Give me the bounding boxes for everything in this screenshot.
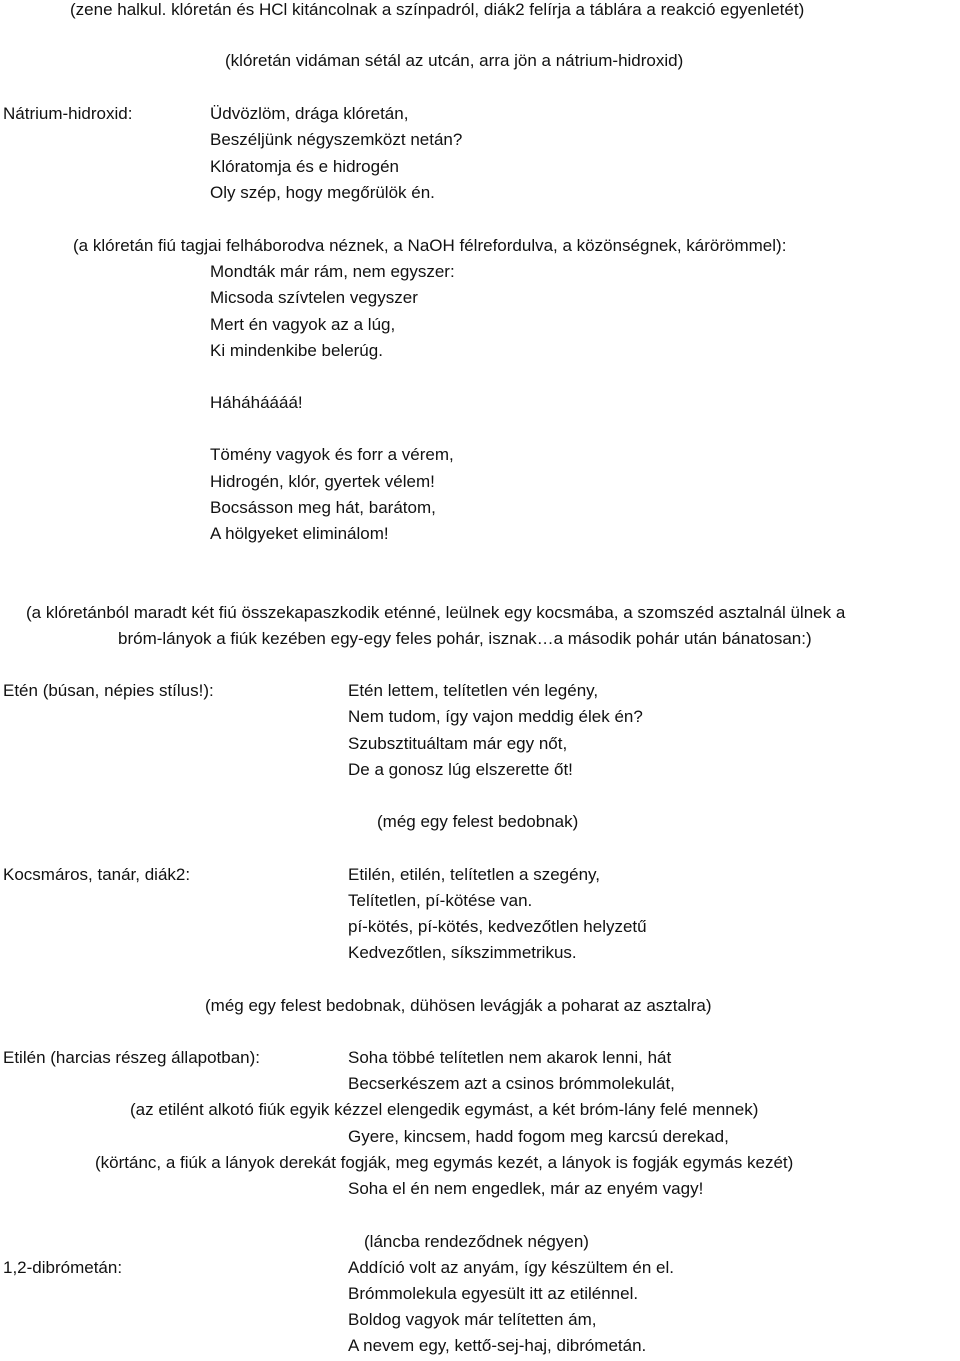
verse-line: A nevem egy, kettő-sej-haj, dibrómetán. xyxy=(348,1336,647,1355)
verse-line: Szubsztituáltam már egy nőt, xyxy=(348,734,568,753)
verse-line: Bocsásson meg hát, barátom, xyxy=(210,498,436,517)
verse-line: Etilén, etilén, telítetlen a szegény, xyxy=(348,865,601,884)
stage-direction: (még egy felest bedobnak) xyxy=(377,812,579,831)
stage-direction: (a klóretán fiú tagjai felháborodva néznek, a NaOH félrefordulva, a közönségnek, kárörömmel): xyxy=(73,236,787,255)
verse-line: Telítetlen, pí-kötése van. xyxy=(348,891,533,910)
verse-line: pí-kötés, pí-kötés, kedvezőtlen helyzetű xyxy=(348,917,647,936)
verse-line: Háháháááá! xyxy=(210,393,303,412)
verse-line: Nem tudom, így vajon meddig élek én? xyxy=(348,707,643,726)
stage-direction-intro: (zene halkul. klóretán és HCl kitáncolnak a színpadról, diák2 felírja a táblára a reakció egyenletét) xyxy=(70,0,805,19)
speaker-name: Etén (búsan, népies stílus!): xyxy=(3,681,214,700)
verse-line: Mert én vagyok az a lúg, xyxy=(210,315,396,334)
stage-direction: bróm-lányok a fiúk kezében egy-egy feles pohár, isznak…a második pohár után bánatosan:) xyxy=(118,629,812,648)
verse-line: Becserkészem azt a csinos brómmolekulát, xyxy=(348,1074,675,1093)
verse-line: Hidrogén, klór, gyertek vélem! xyxy=(210,472,435,491)
stage-direction: (klóretán vidáman sétál az utcán, arra jön a nátrium-hidroxid) xyxy=(225,51,684,70)
verse-line: Beszéljünk négyszemközt netán? xyxy=(210,130,463,149)
stage-direction: (körtánc, a fiúk a lányok derekát fogják, meg egymás kezét, a lányok is fogják egymás kezét) xyxy=(95,1153,794,1172)
stage-direction: (még egy felest bedobnak, dühösen levágják a poharat az asztalra) xyxy=(205,996,712,1015)
verse-line: Micsoda szívtelen vegyszer xyxy=(210,288,418,307)
speaker-name: Etilén (harcias részeg állapotban): xyxy=(3,1048,261,1067)
verse-line: Boldog vagyok már telítetten ám, xyxy=(348,1310,597,1329)
verse-line: Addíció volt az anyám, így készültem én el. xyxy=(348,1258,674,1277)
verse-line: Üdvözlöm, drága klóretán, xyxy=(210,104,409,123)
verse-line: Tömény vagyok és forr a vérem, xyxy=(210,445,454,464)
verse-line: Klóratomja és e hidrogén xyxy=(210,157,400,176)
verse-line: De a gonosz lúg elszerette őt! xyxy=(348,760,573,779)
verse-line: Soha el én nem engedlek, már az enyém vagy! xyxy=(348,1179,704,1198)
verse-line: Gyere, kincsem, hadd fogom meg karcsú derekad, xyxy=(348,1127,729,1146)
verse-line: Ki mindenkibe belerúg. xyxy=(210,341,383,360)
verse-line: A hölgyeket eliminálom! xyxy=(210,524,389,543)
verse-line: Oly szép, hogy megőrülök én. xyxy=(210,183,435,202)
stage-direction: (az etilént alkotó fiúk egyik kézzel elengedik egymást, a két bróm-lány felé mennek) xyxy=(130,1100,759,1119)
verse-line: Kedvezőtlen, síkszimmetrikus. xyxy=(348,943,577,962)
stage-direction: (a klóretánból maradt két fiú összekapaszkodik eténné, leülnek egy kocsmába, a szomszéd asztalnál ülnek a xyxy=(26,603,846,622)
verse-line: Soha többé telítetlen nem akarok lenni, hát xyxy=(348,1048,672,1067)
speaker-name: Nátrium-hidroxid: xyxy=(3,104,133,123)
verse-line: Mondták már rám, nem egyszer: xyxy=(210,262,455,281)
speaker-name: 1,2-dibrómetán: xyxy=(3,1258,123,1277)
speaker-name: Kocsmáros, tanár, diák2: xyxy=(3,865,191,884)
verse-line: Brómmolekula egyesült itt az etilénnel. xyxy=(348,1284,639,1303)
stage-direction: (láncba rendeződnek négyen) xyxy=(364,1232,589,1251)
verse-line: Etén lettem, telítetlen vén legény, xyxy=(348,681,599,700)
